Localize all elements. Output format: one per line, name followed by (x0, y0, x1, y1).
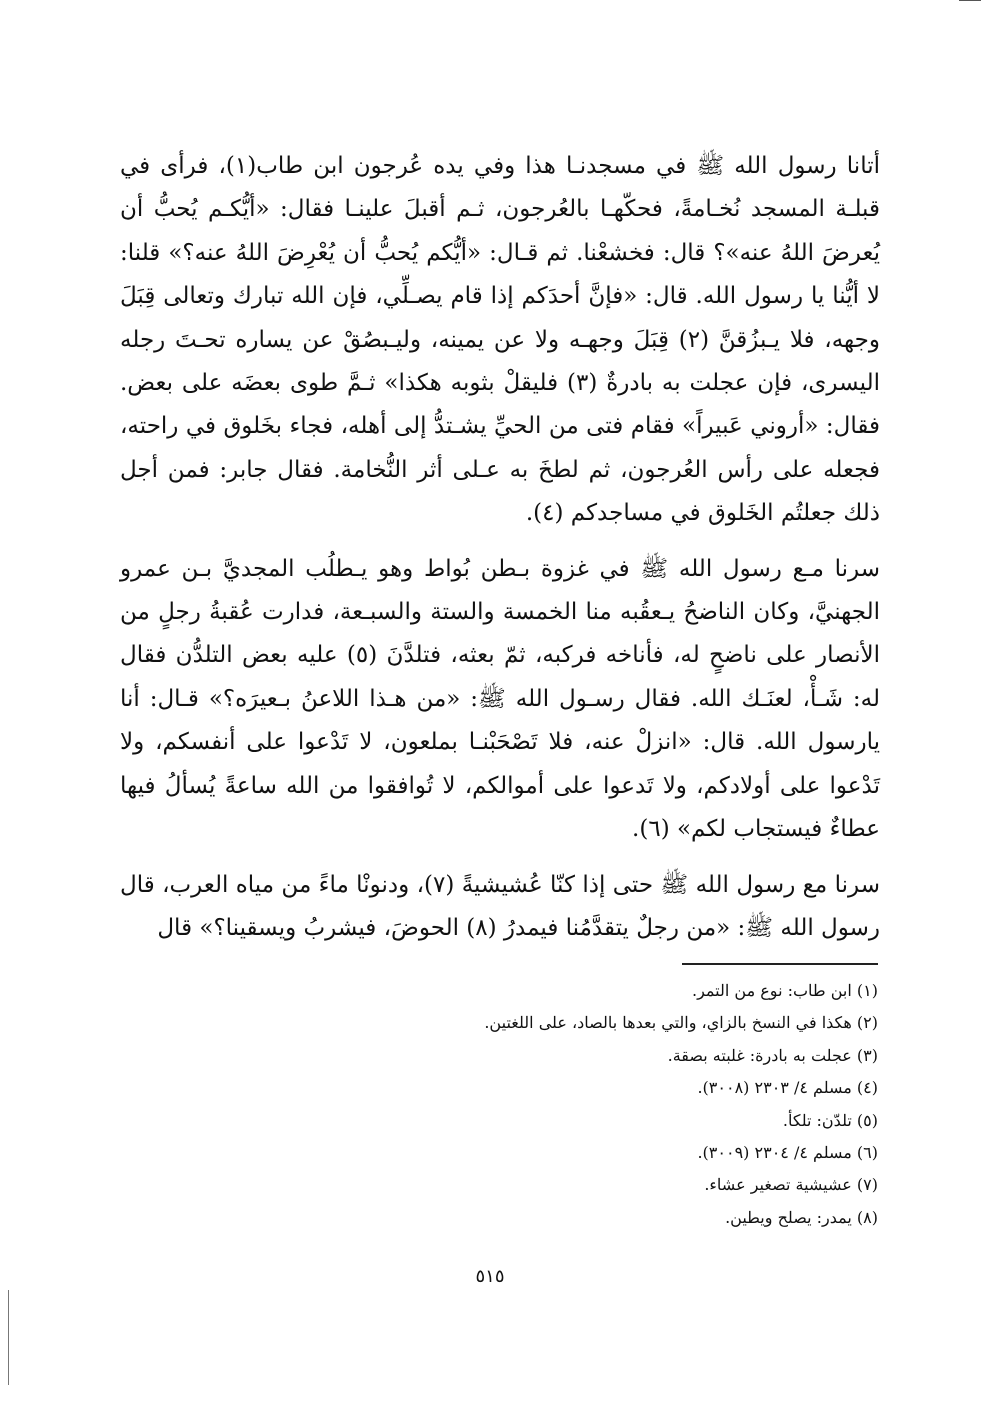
footnote-2: (٢) هكذا في النسخ بالزاي، والتي بعدها بالصاد، على اللغتين. (484, 1013, 878, 1033)
footnote-5: (٥) تلدّن: تلكأ. (782, 1110, 878, 1130)
paragraph-2: سرنا مـع رسول الله ﷺ في غزوة بـطن بُواط وهو يـطلُب المجديَّ بـن عمرو الجهنيَّ، وكان الناضحُ يـعقُبه منا الخمسة والستة والسبـعة، فدارت عُقبةُ رجلٍ من الأنصار على ناضحٍ له، فأناخه فركبه، ثمّ بعثه، فتلدَّنَ (٥) عليه بعض التلدُّن فقال له: شَـأْ، لعنَـك الله. فقال رسـول الله ﷺ: «من هـذا اللاعنُ بـعيرَه؟» قـال: أنا يارسول الله. قال: «انزلْ عنه، فلا تَصْحَبْنـا بملعون، لا تَدْعوا على أنفسكم، ولا تَدْعوا على أولادكم، ولا تَدعوا على أموالكم، لا تُوافقوا من الله ساعةً يُسألُ فيها عطاءٌ فيستجاب لكم» (٦). (120, 555, 880, 843)
paragraph-3: سرنا مع رسول الله ﷺ حتى إذا كنّا عُشيشيةً (٧)، ودنونْا ماءً من مياه العرب، قال رسول الله ﷺ: «من رجلٌ يتقدَّمُنا فيمدرُ (٨) الحوضَ، فيشربُ ويسقينا؟» قال (120, 871, 880, 941)
page-edge-mark (959, 0, 981, 5)
footnote-8: (٨) يمدر: يصلح ويطين. (725, 1207, 878, 1227)
scan-margin-line (8, 1290, 9, 1385)
main-text (120, 145, 880, 962)
footnote-6: (٦) مسلم ٤/ ٢٣٠٤ (٣٠٠٩). (697, 1143, 878, 1163)
footnote-4: (٤) مسلم ٤/ ٢٣٠٣ (٣٠٠٨). (697, 1078, 878, 1098)
page-number: ٥١٥ (475, 1266, 505, 1287)
footnote-3: (٣) عجلت به بادرة: غلبته بصقة. (667, 1045, 878, 1065)
paragraph-1: أتانا رسول الله ﷺ في مسجدنـا هذا وفي يده عُرجون ابن طاب(١)، فرأى في قبلـة المسجد نُخـامةً، فحكّهـا بالعُرجون، ثـم أقبلَ علينـا فقال: «أيُّكـم يُحبُّ أن يُعرضَ اللهُ عنه»؟ قال: فخشعْنا. ثم قـال: «أيُّكم يُحبُّ أن يُعْرِضَ اللهُ عنه؟» قلنا: لا أيُّنا يا رسول الله. قال: «فإنَّ أحدَكم إذا قام يصـلِّي، فإن الله تبارك وتعالى قِبَلَ وجهه، فلا يـبزُقنَّ (٢) قِبَلَ وجهـه ولا عن يمينه، وليـبصُقْ عن يساره تحـتَ رجله اليسرى، فإن عجلت به بادرةٌ (٣) فليقلْ بثوبه هكذا» ثـمَّ طوى بعضَه على بعض. فقال: «أروني عَبيراً» فقام فتى من الحيِّ يشـتدُّ إلى أهله، فجاء بخَلوق في راحته، فجعله على رأس العُرجون، ثم لطخَ به عـلى أثر النُّخامة. فقال جابر: فمن أجل ذلك جعلتُم الخَلوق في مساجدكم (٤). (120, 153, 880, 527)
footnote-1: (١) ابن طاب: نوع من التمر. (692, 981, 878, 1000)
footnote-separator (682, 963, 878, 965)
footnotes (120, 975, 878, 1234)
footnote-7: (٧) عشيشية تصغير عشاء. (704, 1175, 878, 1195)
